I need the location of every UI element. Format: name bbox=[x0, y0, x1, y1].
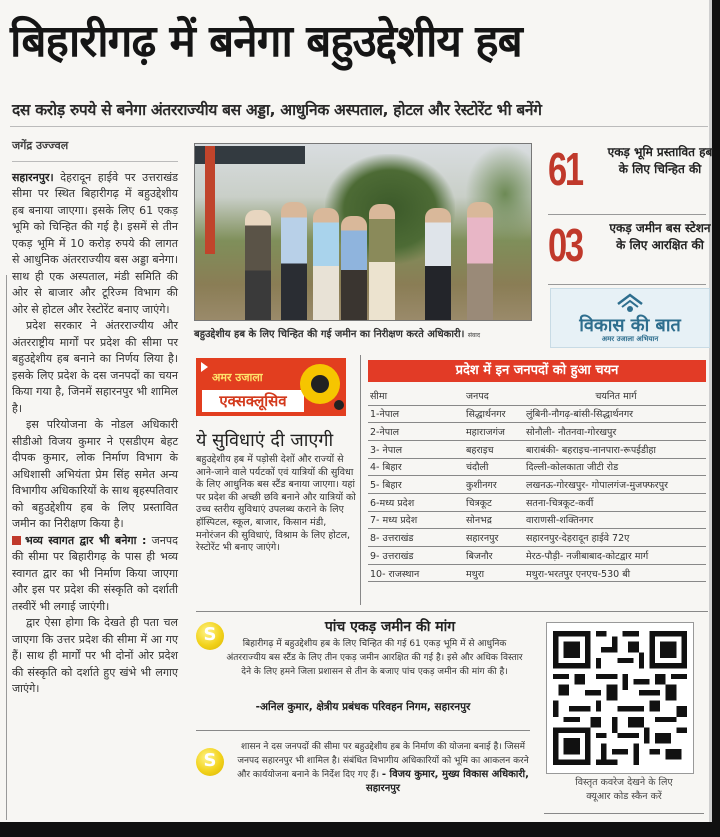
stat-text: एकड़ जमीन बस स्टेशन के लिए आरक्षित की bbox=[609, 221, 711, 252]
subheadline: दस करोड़ रुपये से बनेगा अंतरराज्यीय बस अड्डा, आधुनिक अस्पताल, होटल और रेस्टोरेंट भी बनेंगे bbox=[12, 101, 542, 119]
bottom-black-bar bbox=[0, 822, 720, 837]
subheading-gate: भव्य स्वागत द्वार भी बनेगा : bbox=[25, 533, 147, 547]
article-body bbox=[12, 138, 178, 698]
stat-number: 03 bbox=[548, 219, 582, 271]
photo-credit: संवाद bbox=[467, 332, 481, 339]
qr-caption: विस्तृत कवरेज देखने के लिए क्यूआर कोड स्कैन करें bbox=[575, 777, 673, 802]
qr-code-icon bbox=[553, 629, 687, 767]
campaign-subtitle: अमर उजाला अभियान bbox=[601, 335, 659, 343]
quote-coin-icon bbox=[196, 748, 224, 776]
person-figure bbox=[369, 204, 395, 320]
paragraph-5: द्वार ऐसा होगा कि देखते ही पता चल जाएगा कि उत्तर प्रदेश की सीमा में आ गए हैं। साथ ही मार्गों पर भी दोनों ओर प्रदेश की संस्कृति को दर्शाते हुए खंभे भी लगाए जाएंगे। bbox=[12, 616, 178, 695]
divider bbox=[548, 214, 706, 215]
quote2-attribution: - विजय कुमार, मुख्य विकास अधिकारी, सहारनपुर bbox=[365, 769, 529, 794]
person-figure bbox=[467, 202, 493, 320]
campaign-title: विकास की बात bbox=[579, 315, 681, 336]
exclusive-badge bbox=[196, 358, 346, 416]
table-row: 5- बिहार कुशीनगर लखनऊ-गोरखपुर- गोपालगंज-मुजफ्फरपुर bbox=[368, 476, 706, 494]
photo-caption: बहुउद्देशीय हब के लिए चिन्हित की गई जमीन का निरीक्षण करते अधिकारी। संवाद bbox=[194, 329, 481, 340]
table-row: 9- उत्तराखंड बिजनौर मेरठ-पौड़ी- नजीबाबाद-कोटद्वार मार्ग bbox=[368, 547, 706, 565]
campaign-logo bbox=[550, 288, 710, 348]
districts-table-title: प्रदेश में इन जनपदों को हुआ चयन bbox=[368, 360, 706, 382]
play-icon bbox=[201, 362, 208, 372]
stat-number: 61 bbox=[548, 143, 582, 195]
person-figure bbox=[281, 202, 307, 320]
table-row: 7- मध्य प्रदेश सोनभद्र वाराणसी-शक्तिनगर bbox=[368, 511, 706, 529]
table-header-row: सीमा जनपद चयनित मार्ग bbox=[368, 386, 706, 405]
headline: बिहारीगढ़ में बनेगा बहुउद्देशीय हब bbox=[10, 16, 522, 67]
dateline: सहारनपुर। bbox=[12, 170, 54, 184]
byline: जगेंद्र उज्ज्वल bbox=[12, 138, 178, 162]
stat-03-acres bbox=[548, 216, 710, 288]
quote1-text: बिहारीगढ़ में बहुउद्देशीय हब के लिए चिन्हित की गई 61 एकड़ भूमि में से आधुनिक अंतरराज्यीय बस स्टैंड के लिए तीन एकड़ जमीन आरक्षित की गई है। इसे और अधिक विस्तार देने के लिए हमने जिला प्रशासन से तीन के बजाए पांच एकड़ जमीन की मांग की है। bbox=[226, 639, 523, 677]
divider bbox=[548, 284, 706, 285]
brand-ring-icon bbox=[300, 364, 340, 404]
stat-61-acres bbox=[548, 140, 713, 212]
table-row: 2-नेपाल महाराजगंज सोनौली- नौतनवा-गोरखपुर bbox=[368, 423, 706, 441]
bullet-square-icon bbox=[12, 536, 21, 545]
person-figure bbox=[313, 208, 339, 320]
table-row: 3- नेपाल बहराइच बाराबंकी- बहराइच-नानपारा-रूपईडीहा bbox=[368, 440, 706, 458]
divider bbox=[546, 611, 706, 612]
table-row: 6-मध्य प्रदेश चित्रकूट सतना-चित्रकूट-कर्वी bbox=[368, 493, 706, 511]
facilities-heading: ये सुविधाएं दी जाएगी bbox=[196, 430, 334, 451]
person-figure bbox=[425, 208, 451, 320]
person-figure bbox=[245, 210, 271, 320]
divider bbox=[10, 126, 708, 127]
divider bbox=[544, 813, 704, 814]
house-logo-icon bbox=[615, 293, 645, 315]
column-rule bbox=[6, 275, 7, 820]
table-row: 4- बिहार चंदौली दिल्ली-कोलकाता जीटी रोड bbox=[368, 458, 706, 476]
quote-coin-icon bbox=[196, 622, 224, 650]
districts-table bbox=[368, 386, 706, 582]
stat-text: एकड़ भूमि प्रस्तावित हब के लिए चिन्हित की bbox=[607, 145, 713, 176]
inspection-photo bbox=[194, 143, 532, 321]
divider bbox=[196, 730, 530, 731]
quote1-heading: पांच एकड़ जमीन की मांग bbox=[324, 619, 456, 635]
brand-name: अमर उजाला bbox=[212, 371, 263, 384]
person-figure bbox=[341, 216, 367, 320]
table-row: 8- उत्तराखंड सहारनपुर सहारनपुर-देहरादून हाईवे 72ए bbox=[368, 529, 706, 547]
table-row: 1-नेपाल सिद्धार्थनगर लुंबिनी-नौगढ़-बांसी-सिद्धार्थनगर bbox=[368, 405, 706, 423]
paragraph-3: इस परियोजना के नोडल अधिकारी सीडीओ विजय कुमार ने एसडीएम बेहट दीपक कुमार, लोक निर्माण विभाग के अधिशासी अभियंता प्रेम सिंह समेत अन्य विभागीय अधिकारियों के साथ बृहस्पतिवार को बहुउद्देशीय हब के लिए प्रस्तावित जमीन का निरीक्षण किया है। bbox=[12, 418, 178, 530]
qr-code[interactable] bbox=[546, 622, 694, 774]
paragraph-4: भव्य स्वागत द्वार भी बनेगा : जनपद की सीमा पर बिहारीगढ़ के पास ही भव्य स्वागत द्वार का भी निर्माण किया जाएगा और इस पर प्रदेश की संस्कृति को दर्शाती तस्वीरें भी लगाई जाएंगी। bbox=[12, 533, 178, 613]
quote1-attribution: -अनिल कुमार, क्षेत्रीय प्रबंधक परिवहन निगम, सहारनपुर bbox=[255, 701, 471, 713]
table-row: 10- राजस्थान मथुरा मथुरा-भरतपुर एनएच-530 बी bbox=[368, 564, 706, 582]
column-rule bbox=[360, 355, 361, 605]
paragraph-1: सहारनपुर। देहरादून हाईवे पर उत्तराखंड सीमा पर स्थित बिहारीगढ़ में बहुउद्देशीय हब बनाया जाएगा। इसके लिए 61 एकड़ भूमि को चिन्हित की गई है। इसमें से तीन एकड़ भूमि में 10 करोड़ रुपये की लागत से आधुनिक अंतरराज्यीय बस अड्डा बनेगा। साथ ही एक अस्पताल, मंडी समिति की ओर से बाजार और टूरिज्म विभाग की ओर से होटल और रेस्टोरेंट बनाए जाएंगे। bbox=[12, 170, 178, 316]
paragraph-2: प्रदेश सरकार ने अंतरराज्यीय और अंतरराष्ट्रीय मार्गों पर प्रदेश की सीमा पर बहुउद्देशीय हब बनाने का निर्णय लिया है। इसके लिए प्रदेश के दस जनपदों का चयन किया गया है, जिनमें सहारनपुर भी शामिल है। bbox=[12, 319, 178, 415]
quote2: शासन ने दस जनपदों की सीमा पर बहुउद्देशीय हब के निर्माण की योजना बनाई है। जिसमें जनपद सहारनपुर भी शामिल है। संबंधित विभागीय अधिकारियों को भूमि का आकलन करने और कार्ययोजना बनाने के निर्देश दिए गए हैं। - विजय कुमार, मुख्य विकास अधिकारी, सहारनपुर bbox=[237, 742, 529, 794]
exclusive-label: एक्सक्लूसिव bbox=[202, 390, 304, 412]
facilities-text: बहुउद्देशीय हब में पड़ोसी देशों और राज्यों से आने-जाने वाले पर्यटकों एवं यात्रियों की सुविधा के लिए आधुनिक बस स्टैंड बनाया जाएगा। यहां पर प्रदेश की अच्छी छवि बनाने और यात्रियों को उच्च स्तरीय सुविधाएं उपलब्ध कराने के लिए हॉस्पिटल, स्कूल, बाजार, किसान मंडी, मनोरंजन की सुविधाएं, विश्राम के लिए होटल, रेस्टोरेंट भी बनाए जाएंगे। bbox=[196, 454, 356, 554]
